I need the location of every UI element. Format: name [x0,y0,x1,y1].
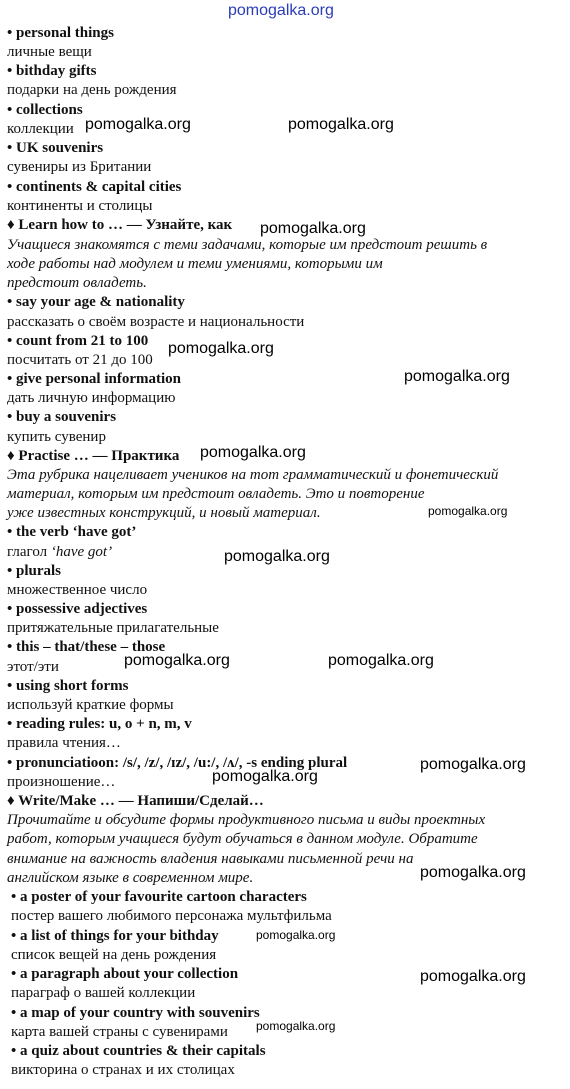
section-description: материал, которым им предстоит овладеть. Это и повторение [7,486,425,502]
topic-heading: • plurals [7,563,62,579]
section-description: внимание на важность владения навыками письменной речи на [7,851,414,867]
translation-plain: глагол [7,544,48,560]
topic-heading: • reading rules: u, o + n, m, v [7,716,192,732]
topic-heading: • count from 21 to 100 [7,333,149,349]
topic-heading: • this – that/these – those [7,639,166,655]
watermark: pomogalka.org [256,1019,336,1033]
watermark: pomogalka.org [224,548,330,565]
translation-text: дать личную информацию [7,390,176,406]
section-description: Эта рубрика нацеливает учеников на тот грамматический и фонетический [7,467,499,483]
translation-text: коллекции [7,121,74,137]
translation-text: этот/эти [7,659,59,675]
watermark: pomogalka.org [420,968,526,985]
topic-heading: • pronunciatioon: /s/, /z/, /ɪz/, /u:/, /ʌ/, -s ending plural [7,755,348,771]
watermark: pomogalka.org [288,116,394,133]
watermark: pomogalka.org [200,444,306,461]
translation-text: множественное число [7,582,148,598]
topic-heading: • possessive adjectives [7,601,148,617]
translation-text: произношение… [7,774,116,790]
section-description: ходе работы над модулем и теми умениями, которыми им [7,256,383,272]
section-description: работ, которым учащиеся будут обучаться в данном модуле. Обратите [7,831,478,847]
topic-heading: • personal things [7,25,114,41]
watermark: pomogalka.org [212,768,318,785]
translation-text: сувениры из Британии [7,159,152,175]
topic-heading: • say your age & nationality [7,294,185,310]
topic-heading: • a map of your country with souvenirs [11,1005,260,1021]
topic-heading: • a quiz about countries & their capitals [11,1043,266,1059]
watermark: pomogalka.org [260,220,366,237]
section-heading-practise: ♦ Practise … — Практика [7,448,180,464]
translation-text: список вещей на день рождения [11,947,217,963]
section-description: предстоит овладеть. [7,275,147,291]
watermark: pomogalka.org [124,652,230,669]
topic-heading: • using short forms [7,678,129,694]
topic-heading: • a list of things for your bithday [11,928,219,944]
section-description: уже известных конструкций, и новый материал. [7,505,321,521]
translation-text: континенты и столицы [7,198,153,214]
topic-heading: • buy a souvenirs [7,409,117,425]
section-description: английском языке в современном мире. [7,870,254,886]
translation-text: притяжательные прилагательные [7,620,219,636]
topic-heading: • a paragraph about your collection [11,966,239,982]
translation-text: подарки на день рождения [7,82,177,98]
topic-heading: • bithday gifts [7,63,97,79]
translation-text [7,543,112,562]
translation-text: личные вещи [7,44,92,60]
watermark: pomogalka.org [404,368,510,385]
translation-text: купить сувенир [7,429,106,445]
section-heading-learn: ♦ Learn how to … — Узнайте, как [7,217,233,233]
watermark: pomogalka.org [256,928,336,942]
topic-heading: • give personal information [7,371,181,387]
translation-text: параграф о вашей коллекции [11,985,196,1001]
translation-italic: ‘have got’ [50,544,113,560]
watermark: pomogalka.org [420,756,526,773]
translation-text: викторина о странах и их столицах [11,1062,235,1078]
watermark: pomogalka.org [85,116,191,133]
topic-heading: • collections [7,102,83,118]
watermark: pomogalka.org [428,504,508,518]
watermark: pomogalka.org [420,864,526,881]
section-heading-write: ♦ Write/Make … — Напиши/Сделай… [7,793,264,809]
section-description: Учащиеся знакомятся с теми задачами, которые им предстоит решить в [7,237,488,253]
translation-text: рассказать о своём возрасте и национальности [7,314,305,330]
translation-text: правила чтения… [7,735,121,751]
translation-text: карта вашей страны с сувенирами [11,1024,228,1040]
watermark: pomogalka.org [168,340,274,357]
translation-text: посчитать от 21 до 100 [7,352,153,368]
topic-heading: • the verb ‘have got’ [7,524,137,540]
site-link[interactable]: pomogalka.org [228,2,334,19]
translation-text: используй краткие формы [7,697,174,713]
topic-heading: • a poster of your favourite cartoon characters [11,889,307,905]
watermark: pomogalka.org [328,652,434,669]
section-description: Прочитайте и обсудите формы продуктивного письма и виды проектных [7,812,486,828]
topic-heading: • UK souvenirs [7,140,104,156]
translation-text: постер вашего любимого персонажа мультфильма [11,908,332,924]
topic-heading: • continents & capital cities [7,179,182,195]
